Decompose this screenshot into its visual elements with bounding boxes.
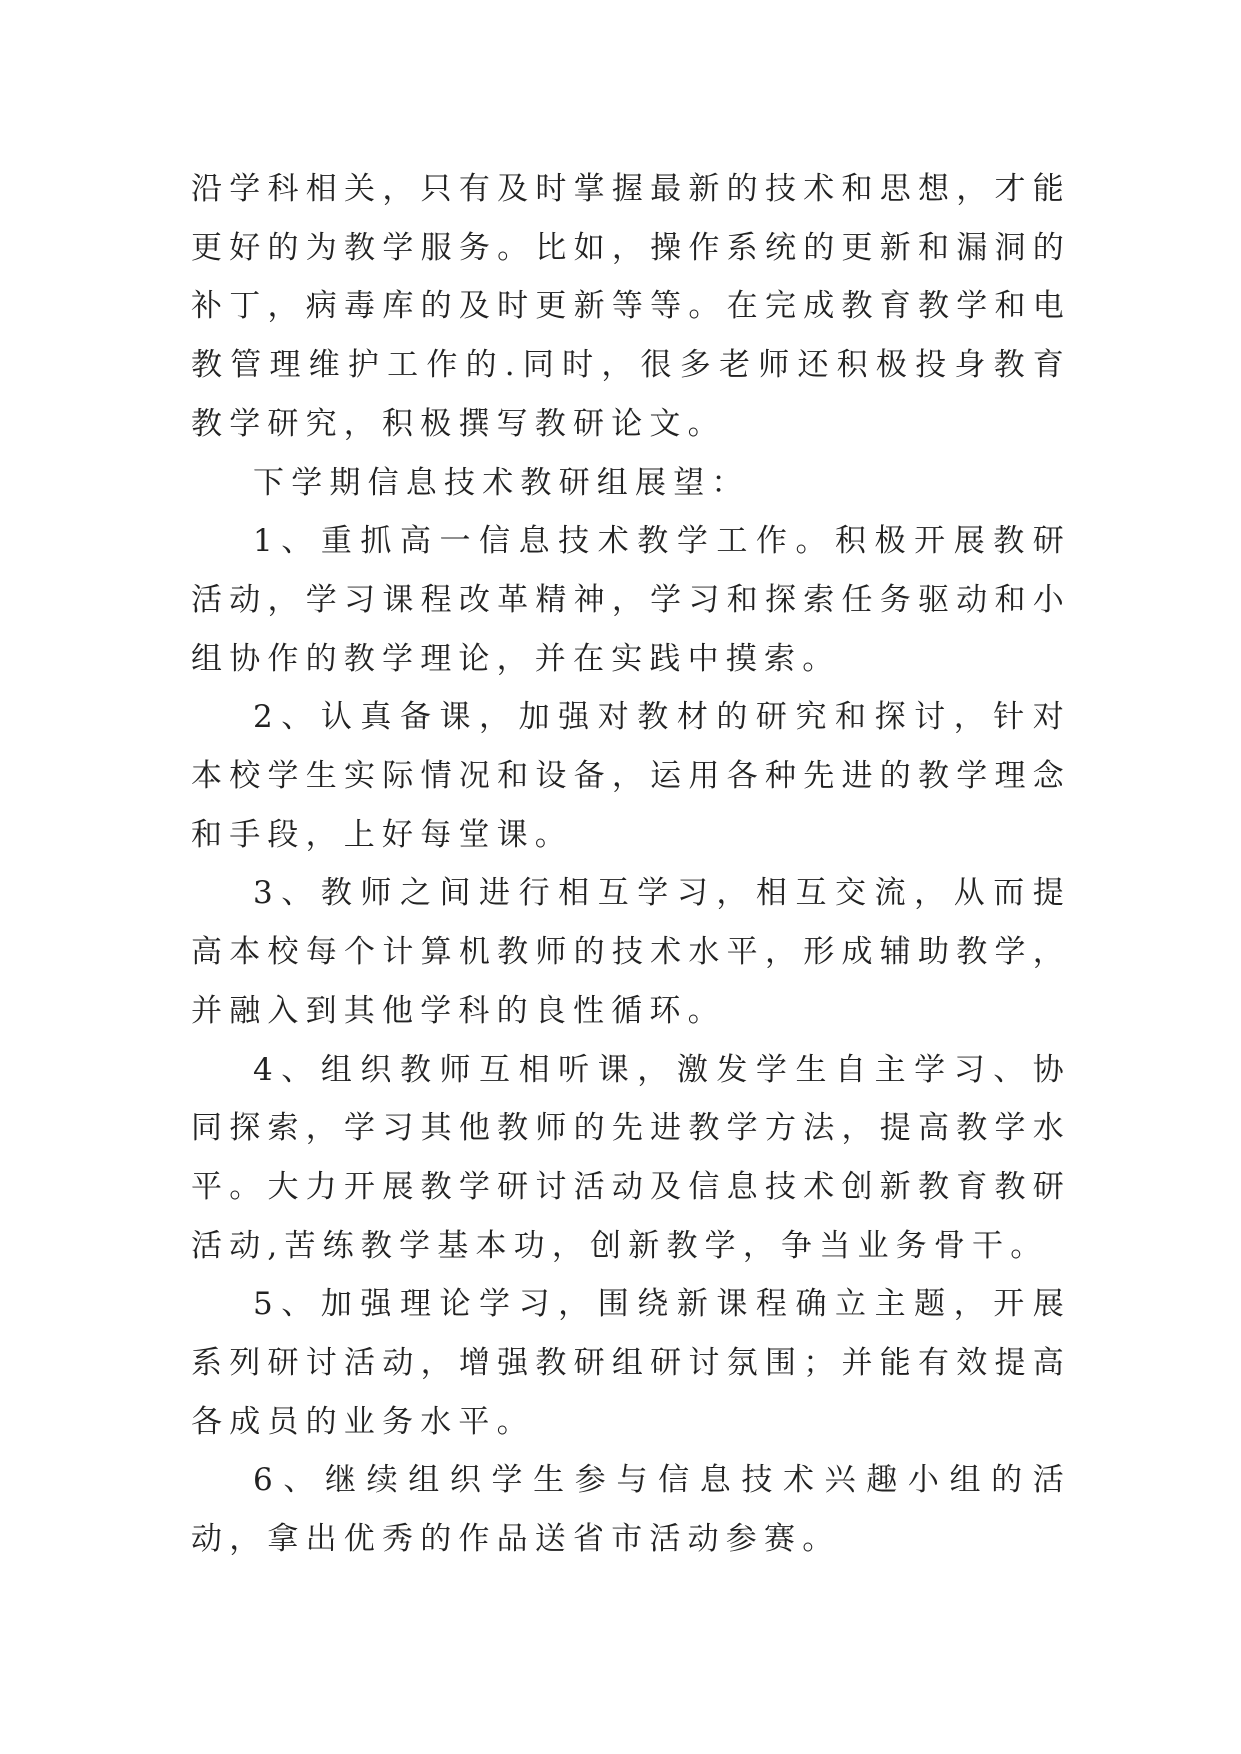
- paragraph-item-4: 4、组织教师互相听课，激发学生自主学习、协同探索，学习其他教师的先进教学方法，提高教学水平。大力开展教学研讨活动及信息技术创新教育教研活动,苦练教学基本功，创新教学，争当业务骨干。: [191, 1051, 1071, 1264]
- paragraph-item-5: 5、加强理论学习，围绕新课程确立主题，开展系列研讨活动，增强教研组研讨氛围；并能有效提高各成员的业务水平。: [191, 1286, 1071, 1440]
- paragraph-item-3: 3、教师之间进行相互学习，相互交流，从而提高本校每个计算机教师的技术水平，形成辅助教学，并融入到其他学科的良性循环。: [191, 875, 1071, 1029]
- paragraph-item-1: 1、重抓高一信息技术教学工作。积极开展教研活动，学习课程改革精神，学习和探索任务驱动和小组协作的教学理论，并在实践中摸索。: [191, 523, 1071, 677]
- paragraph-item-2: 2、认真备课，加强对教材的研究和探讨，针对本校学生实际情况和设备，运用各种先进的教学理念和手段，上好每堂课。: [191, 699, 1071, 853]
- paragraph-outlook-heading: 下学期信息技术教研组展望：: [253, 464, 750, 501]
- paragraph-item-6: 6、继续组织学生参与信息技术兴趣小组的活动，拿出优秀的作品送省市活动参赛。: [191, 1462, 1071, 1558]
- paragraph-intro-continuation: 沿学科相关，只有及时掌握最新的技术和思想，才能更好的为教学服务。比如，操作系统的更新和漏洞的补丁，病毒库的及时更新等等。在完成教育教学和电教管理维护工作的.同时，很多老师还积极投身教育教学研究，积极撰写教研论文。: [191, 171, 1071, 442]
- document-body: [191, 160, 1071, 1569]
